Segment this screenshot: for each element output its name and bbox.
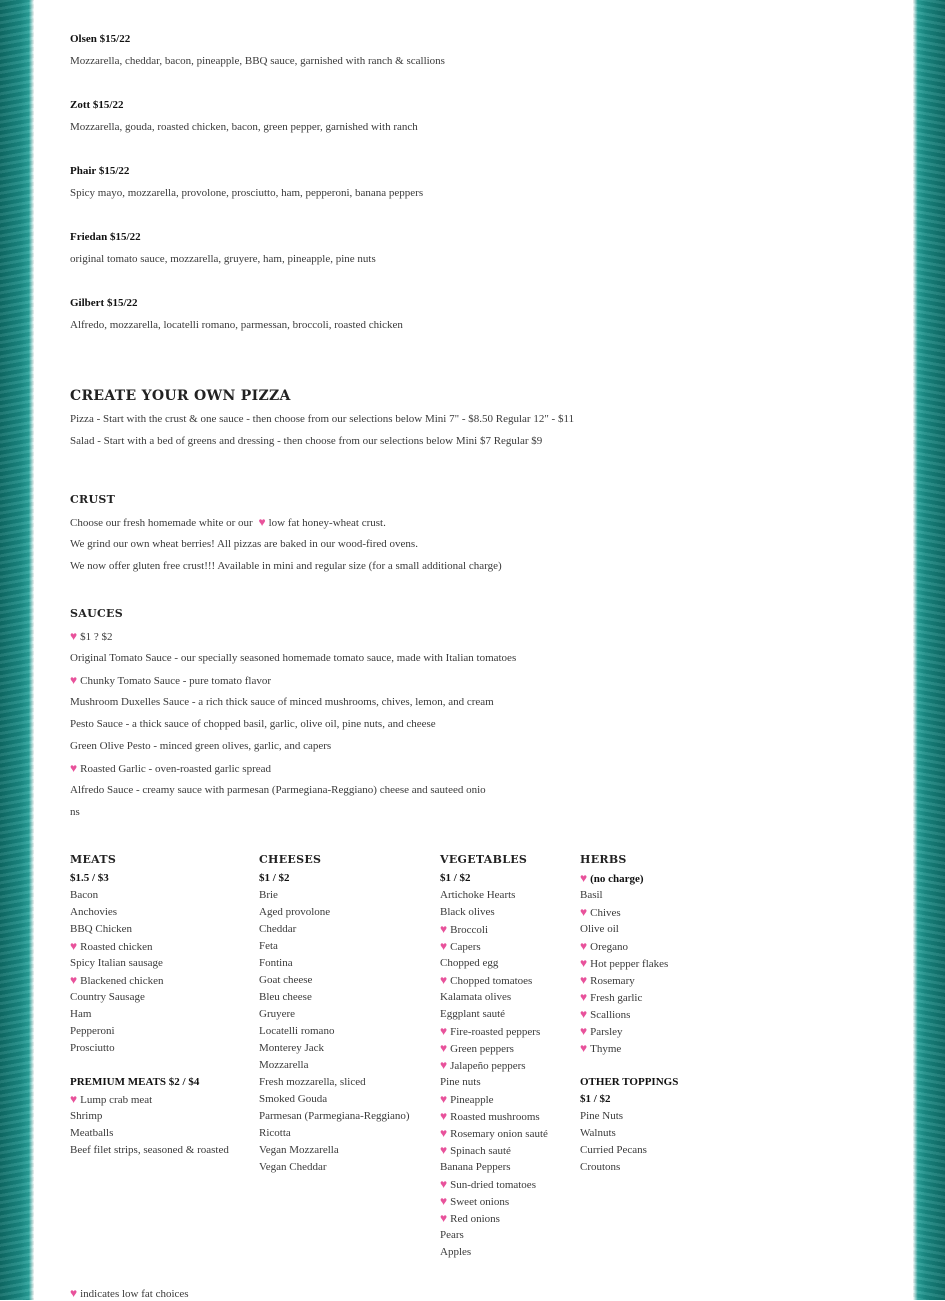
vegetable-item-label: Rosemary onion sauté xyxy=(450,1128,548,1140)
specialty-name-zott: Zott $15/22 xyxy=(70,99,124,111)
vegetable-item-label: Black olives xyxy=(440,906,495,918)
heart-icon: ♥ xyxy=(70,761,78,775)
cheese-item-label: Fresh mozzarella, sliced xyxy=(259,1076,366,1088)
cheese-item xyxy=(259,1023,439,1040)
meat-item-label: Ham xyxy=(70,1008,92,1020)
premium-meat-item-label: Meatballs xyxy=(70,1127,114,1139)
cheese-item-label: Cheddar xyxy=(259,923,297,935)
vegetables-heading: VEGETABLES xyxy=(440,853,528,866)
cheese-item xyxy=(259,955,439,972)
herb-item xyxy=(580,1006,730,1023)
specialty-desc-zott: Mozzarella, gouda, roasted chicken, bacon, green pepper, garnished with ranch xyxy=(70,121,418,133)
cheeses-list xyxy=(259,887,439,1176)
vegetable-item-label: Roasted mushrooms xyxy=(450,1111,540,1123)
premium-meats-list xyxy=(70,1091,255,1159)
cheese-item xyxy=(259,972,439,989)
sauce-item-label: $1 ? $2 xyxy=(80,631,113,643)
meat-item xyxy=(70,1023,255,1040)
vegetable-item-label: Pears xyxy=(440,1229,464,1241)
cheese-item-label: Bleu cheese xyxy=(259,991,312,1003)
meat-item xyxy=(70,921,255,938)
other-toppings-price: $1 / $2 xyxy=(580,1093,611,1105)
other-toppings-heading: OTHER TOPPINGS xyxy=(580,1076,679,1088)
cheese-item-label: Fontina xyxy=(259,957,293,969)
cheese-item xyxy=(259,989,439,1006)
herb-item xyxy=(580,921,730,938)
cheese-item-label: Smoked Gouda xyxy=(259,1093,328,1105)
sauce-item xyxy=(70,674,271,688)
vegetable-item xyxy=(440,1125,580,1142)
heart-icon: ♥ xyxy=(580,1024,588,1038)
sauce-item-label: Green Olive Pesto - minced green olives, garlic, and capers xyxy=(70,740,332,752)
cheese-item xyxy=(259,1057,439,1074)
heart-icon: ♥ xyxy=(440,1024,448,1038)
herb-item-label: Thyme xyxy=(590,1043,622,1055)
specialty-name-olsen: Olsen $15/22 xyxy=(70,33,131,45)
cheeses-heading: CHEESES xyxy=(259,853,322,866)
low-fat-legend xyxy=(70,1287,189,1301)
herb-item xyxy=(580,1023,730,1040)
heart-icon: ♥ xyxy=(580,956,588,970)
vegetables-list xyxy=(440,887,580,1261)
vegetable-item-label: Pineapple xyxy=(450,1094,494,1106)
heart-icon: ♥ xyxy=(440,1058,448,1072)
vegetables-price: $1 / $2 xyxy=(440,872,471,884)
meat-item xyxy=(70,1040,255,1057)
vegetable-item-label: Green peppers xyxy=(450,1043,514,1055)
cheese-item xyxy=(259,1040,439,1057)
specialty-name-gilbert: Gilbert $15/22 xyxy=(70,297,138,309)
create-salad-line: Salad - Start with a bed of greens and dressing - then choose from our selections below Mini $7 Regular $9 xyxy=(70,435,543,447)
heart-icon: ♥ xyxy=(440,1109,448,1123)
herb-item xyxy=(580,938,730,955)
heart-icon: ♥ xyxy=(580,1007,588,1021)
heart-icon: ♥ xyxy=(580,990,588,1004)
herb-item-label: Oregano xyxy=(590,941,628,953)
herbs-price-label: (no charge) xyxy=(590,873,644,885)
meat-item-label: Spicy Italian sausage xyxy=(70,957,163,969)
meat-item-label: Pepperoni xyxy=(70,1025,115,1037)
cheese-item xyxy=(259,887,439,904)
cheese-item xyxy=(259,1074,439,1091)
herb-item xyxy=(580,904,730,921)
meat-item-label: Bacon xyxy=(70,889,99,901)
cheese-item xyxy=(259,1142,439,1159)
meat-item-label: Roasted chicken xyxy=(80,941,153,953)
heart-icon: ♥ xyxy=(440,1126,448,1140)
other-topping-item xyxy=(580,1159,730,1176)
crust-line-2: We grind our own wheat berries! All pizzas are baked in our wood-fired ovens. xyxy=(70,538,418,550)
cheese-item xyxy=(259,904,439,921)
other-topping-item xyxy=(580,1108,730,1125)
herb-item xyxy=(580,972,730,989)
other-topping-item xyxy=(580,1125,730,1142)
sauce-item xyxy=(70,652,516,665)
cheese-item-label: Locatelli romano xyxy=(259,1025,335,1037)
heart-icon: ♥ xyxy=(258,515,266,529)
vegetable-item xyxy=(440,989,580,1006)
vegetable-item xyxy=(440,887,580,904)
sauce-item-label: ns xyxy=(70,806,80,818)
sauce-item-label: Original Tomato Sauce - our specially seasoned homemade tomato sauce, made with Italian tomatoes xyxy=(70,652,517,664)
meat-item xyxy=(70,989,255,1006)
vegetables-column xyxy=(440,853,580,1261)
sauce-item-label: Mushroom Duxelles Sauce - a rich thick sauce of minced mushrooms, chives, lemon, and cream xyxy=(70,696,494,708)
cheese-item-label: Goat cheese xyxy=(259,974,313,986)
teal-border-left xyxy=(0,0,34,1300)
vegetable-item xyxy=(440,1176,580,1193)
other-topping-item-label: Pine Nuts xyxy=(580,1110,624,1122)
heart-icon: ♥ xyxy=(440,1211,448,1225)
vegetable-item xyxy=(440,1006,580,1023)
vegetable-item xyxy=(440,1091,580,1108)
vegetable-item xyxy=(440,938,580,955)
cheese-item xyxy=(259,921,439,938)
vegetable-item xyxy=(440,904,580,921)
premium-meat-item xyxy=(70,1108,255,1125)
meats-list xyxy=(70,887,255,1057)
cheese-item-label: Vegan Mozzarella xyxy=(259,1144,339,1156)
meat-item xyxy=(70,938,255,955)
premium-meat-item xyxy=(70,1142,255,1159)
herb-item-label: Scallions xyxy=(590,1009,631,1021)
sauce-item xyxy=(70,762,271,776)
heart-icon: ♥ xyxy=(440,922,448,936)
cheese-item-label: Feta xyxy=(259,940,278,952)
cheeses-column xyxy=(259,853,439,1176)
herb-item-label: Rosemary xyxy=(590,975,635,987)
vegetable-item xyxy=(440,955,580,972)
vegetable-item-label: Broccoli xyxy=(450,924,489,936)
vegetable-item-label: Spinach sauté xyxy=(450,1145,511,1157)
heart-icon: ♥ xyxy=(440,939,448,953)
meat-item xyxy=(70,1006,255,1023)
herb-item xyxy=(580,1040,730,1057)
heart-icon: ♥ xyxy=(70,1286,78,1300)
vegetable-item-label: Red onions xyxy=(450,1213,500,1225)
heart-icon: ♥ xyxy=(580,871,588,885)
teal-border-right xyxy=(913,0,945,1300)
herbs-column xyxy=(580,853,730,1176)
heart-icon: ♥ xyxy=(70,629,78,643)
sauce-item-label: Alfredo Sauce - creamy sauce with parmesan (Parmegiana-Reggiano) cheese and sauteed onio xyxy=(70,784,486,796)
vegetable-item-label: Kalamata olives xyxy=(440,991,512,1003)
herb-item xyxy=(580,887,730,904)
other-topping-item-label: Curried Pecans xyxy=(580,1144,647,1156)
herbs-heading: HERBS xyxy=(580,853,627,866)
sauces-heading: SAUCES xyxy=(70,607,123,620)
heart-icon: ♥ xyxy=(70,1092,78,1106)
vegetable-item xyxy=(440,1244,580,1261)
cheese-item xyxy=(259,1125,439,1142)
herb-item-label: Basil xyxy=(580,889,603,901)
cheese-item xyxy=(259,1159,439,1176)
sauce-item xyxy=(70,784,486,797)
vegetable-item xyxy=(440,1108,580,1125)
cheese-item-label: Mozzarella xyxy=(259,1059,309,1071)
vegetable-item xyxy=(440,1193,580,1210)
sauce-item xyxy=(70,718,436,731)
heart-icon: ♥ xyxy=(440,973,448,987)
premium-meat-item-label: Shrimp xyxy=(70,1110,103,1122)
vegetable-item-label: Artichoke Hearts xyxy=(440,889,516,901)
meat-item xyxy=(70,972,255,989)
cheese-item-label: Ricotta xyxy=(259,1127,291,1139)
vegetable-item xyxy=(440,1159,580,1176)
sauce-item xyxy=(70,806,80,819)
cheeses-price: $1 / $2 xyxy=(259,872,290,884)
herb-item-label: Olive oil xyxy=(580,923,619,935)
create-pizza-line: Pizza - Start with the crust & one sauce - then choose from our selections below Mini 7" - $8.50 Regular 12" - $11 xyxy=(70,413,575,425)
other-toppings-list xyxy=(580,1108,730,1176)
vegetable-item xyxy=(440,1023,580,1040)
spacer xyxy=(70,1057,255,1074)
crust-line-1 xyxy=(70,516,386,530)
vegetable-item xyxy=(440,1074,580,1091)
meats-heading: MEATS xyxy=(70,853,117,866)
meat-item-label: Blackened chicken xyxy=(80,975,164,987)
premium-meat-item xyxy=(70,1091,255,1108)
vegetable-item-label: Sweet onions xyxy=(450,1196,510,1208)
herb-item-label: Hot pepper flakes xyxy=(590,958,669,970)
herb-item-label: Chives xyxy=(590,907,621,919)
specialty-desc-olsen: Mozzarella, cheddar, bacon, pineapple, BBQ sauce, garnished with ranch & scallions xyxy=(70,55,445,67)
vegetable-item-label: Jalapeño peppers xyxy=(450,1060,526,1072)
herb-item-label: Fresh garlic xyxy=(590,992,643,1004)
heart-icon: ♥ xyxy=(440,1177,448,1191)
specialty-desc-phair: Spicy mayo, mozzarella, provolone, prosciutto, ham, pepperoni, banana peppers xyxy=(70,187,424,199)
heart-icon: ♥ xyxy=(70,939,78,953)
vegetable-item xyxy=(440,1040,580,1057)
heart-icon: ♥ xyxy=(580,973,588,987)
vegetable-item-label: Pine nuts xyxy=(440,1076,481,1088)
meats-price: $1.5 / $3 xyxy=(70,872,109,884)
vegetable-item-label: Capers xyxy=(450,941,481,953)
meat-item xyxy=(70,887,255,904)
vegetable-item xyxy=(440,921,580,938)
cheese-item-label: Brie xyxy=(259,889,278,901)
heart-icon: ♥ xyxy=(440,1194,448,1208)
specialty-desc-friedan: original tomato sauce, mozzarella, gruyere, ham, pineapple, pine nuts xyxy=(70,253,376,265)
crust-heading: CRUST xyxy=(70,493,116,506)
sauce-item-label: Roasted Garlic - oven-roasted garlic spread xyxy=(80,763,272,775)
crust-line-3: We now offer gluten free crust!!! Available in mini and regular size (for a small additional charge) xyxy=(70,560,502,572)
vegetable-item xyxy=(440,1142,580,1159)
meats-column xyxy=(70,853,255,1159)
cheese-item xyxy=(259,1108,439,1125)
herb-item xyxy=(580,989,730,1006)
heart-icon: ♥ xyxy=(440,1092,448,1106)
premium-meat-item-label: Beef filet strips, seasoned & roasted xyxy=(70,1144,229,1156)
meat-item-label: Anchovies xyxy=(70,906,118,918)
herbs-list xyxy=(580,887,730,1057)
herbs-price xyxy=(580,870,730,887)
vegetable-item-label: Sun-dried tomatoes xyxy=(450,1179,536,1191)
specialty-name-friedan: Friedan $15/22 xyxy=(70,231,141,243)
cheese-item-label: Vegan Cheddar xyxy=(259,1161,327,1173)
spacer xyxy=(580,1057,730,1074)
heart-icon: ♥ xyxy=(580,939,588,953)
cheese-item-label: Gruyere xyxy=(259,1008,296,1020)
vegetable-item xyxy=(440,1210,580,1227)
sauce-item xyxy=(70,740,331,753)
cheese-item xyxy=(259,1091,439,1108)
heart-icon: ♥ xyxy=(580,905,588,919)
vegetable-item xyxy=(440,972,580,989)
specialty-desc-gilbert: Alfredo, mozzarella, locatelli romano, parmessan, broccoli, roasted chicken xyxy=(70,319,403,331)
vegetable-item-label: Chopped tomatoes xyxy=(450,975,533,987)
meat-item-label: Prosciutto xyxy=(70,1042,115,1054)
meat-item xyxy=(70,955,255,972)
other-topping-item xyxy=(580,1142,730,1159)
other-topping-item-label: Walnuts xyxy=(580,1127,616,1139)
herb-item-label: Parsley xyxy=(590,1026,623,1038)
cheese-item-label: Aged provolone xyxy=(259,906,331,918)
cheese-item-label: Parmesan (Parmegiana-Reggiano) xyxy=(259,1110,410,1122)
meat-item xyxy=(70,904,255,921)
heart-icon: ♥ xyxy=(70,973,78,987)
premium-meat-item-label: Lump crab meat xyxy=(80,1094,153,1106)
cheese-item xyxy=(259,1006,439,1023)
sauce-item-label: Pesto Sauce - a thick sauce of chopped basil, garlic, olive oil, pine nuts, and cheese xyxy=(70,718,436,730)
vegetable-item xyxy=(440,1227,580,1244)
vegetable-item-label: Fire-roasted peppers xyxy=(450,1026,541,1038)
premium-meats-heading: PREMIUM MEATS $2 / $4 xyxy=(70,1076,200,1088)
sauce-item-label: Chunky Tomato Sauce - pure tomato flavor xyxy=(80,675,271,687)
meat-item-label: Country Sausage xyxy=(70,991,145,1003)
heart-icon: ♥ xyxy=(440,1143,448,1157)
vegetable-item-label: Apples xyxy=(440,1246,472,1258)
herb-item xyxy=(580,955,730,972)
create-your-own-heading: CREATE YOUR OWN PIZZA xyxy=(70,388,291,404)
sauce-item xyxy=(70,630,113,644)
heart-icon: ♥ xyxy=(440,1041,448,1055)
cheese-item-label: Monterey Jack xyxy=(259,1042,325,1054)
premium-meat-item xyxy=(70,1125,255,1142)
meat-item-label: BBQ Chicken xyxy=(70,923,133,935)
crust-line-1-a: Choose our fresh homemade white or our xyxy=(70,517,253,529)
heart-icon: ♥ xyxy=(70,673,78,687)
cheese-item xyxy=(259,938,439,955)
sauce-item xyxy=(70,696,494,709)
vegetable-item xyxy=(440,1057,580,1074)
specialty-name-phair: Phair $15/22 xyxy=(70,165,130,177)
vegetable-item-label: Chopped egg xyxy=(440,957,499,969)
heart-icon: ♥ xyxy=(580,1041,588,1055)
crust-line-1-b: low fat honey-wheat crust. xyxy=(268,517,386,529)
vegetable-item-label: Banana Peppers xyxy=(440,1161,511,1173)
vegetable-item-label: Eggplant sauté xyxy=(440,1008,506,1020)
legend-text: indicates low fat choices xyxy=(80,1288,189,1300)
other-topping-item-label: Croutons xyxy=(580,1161,621,1173)
